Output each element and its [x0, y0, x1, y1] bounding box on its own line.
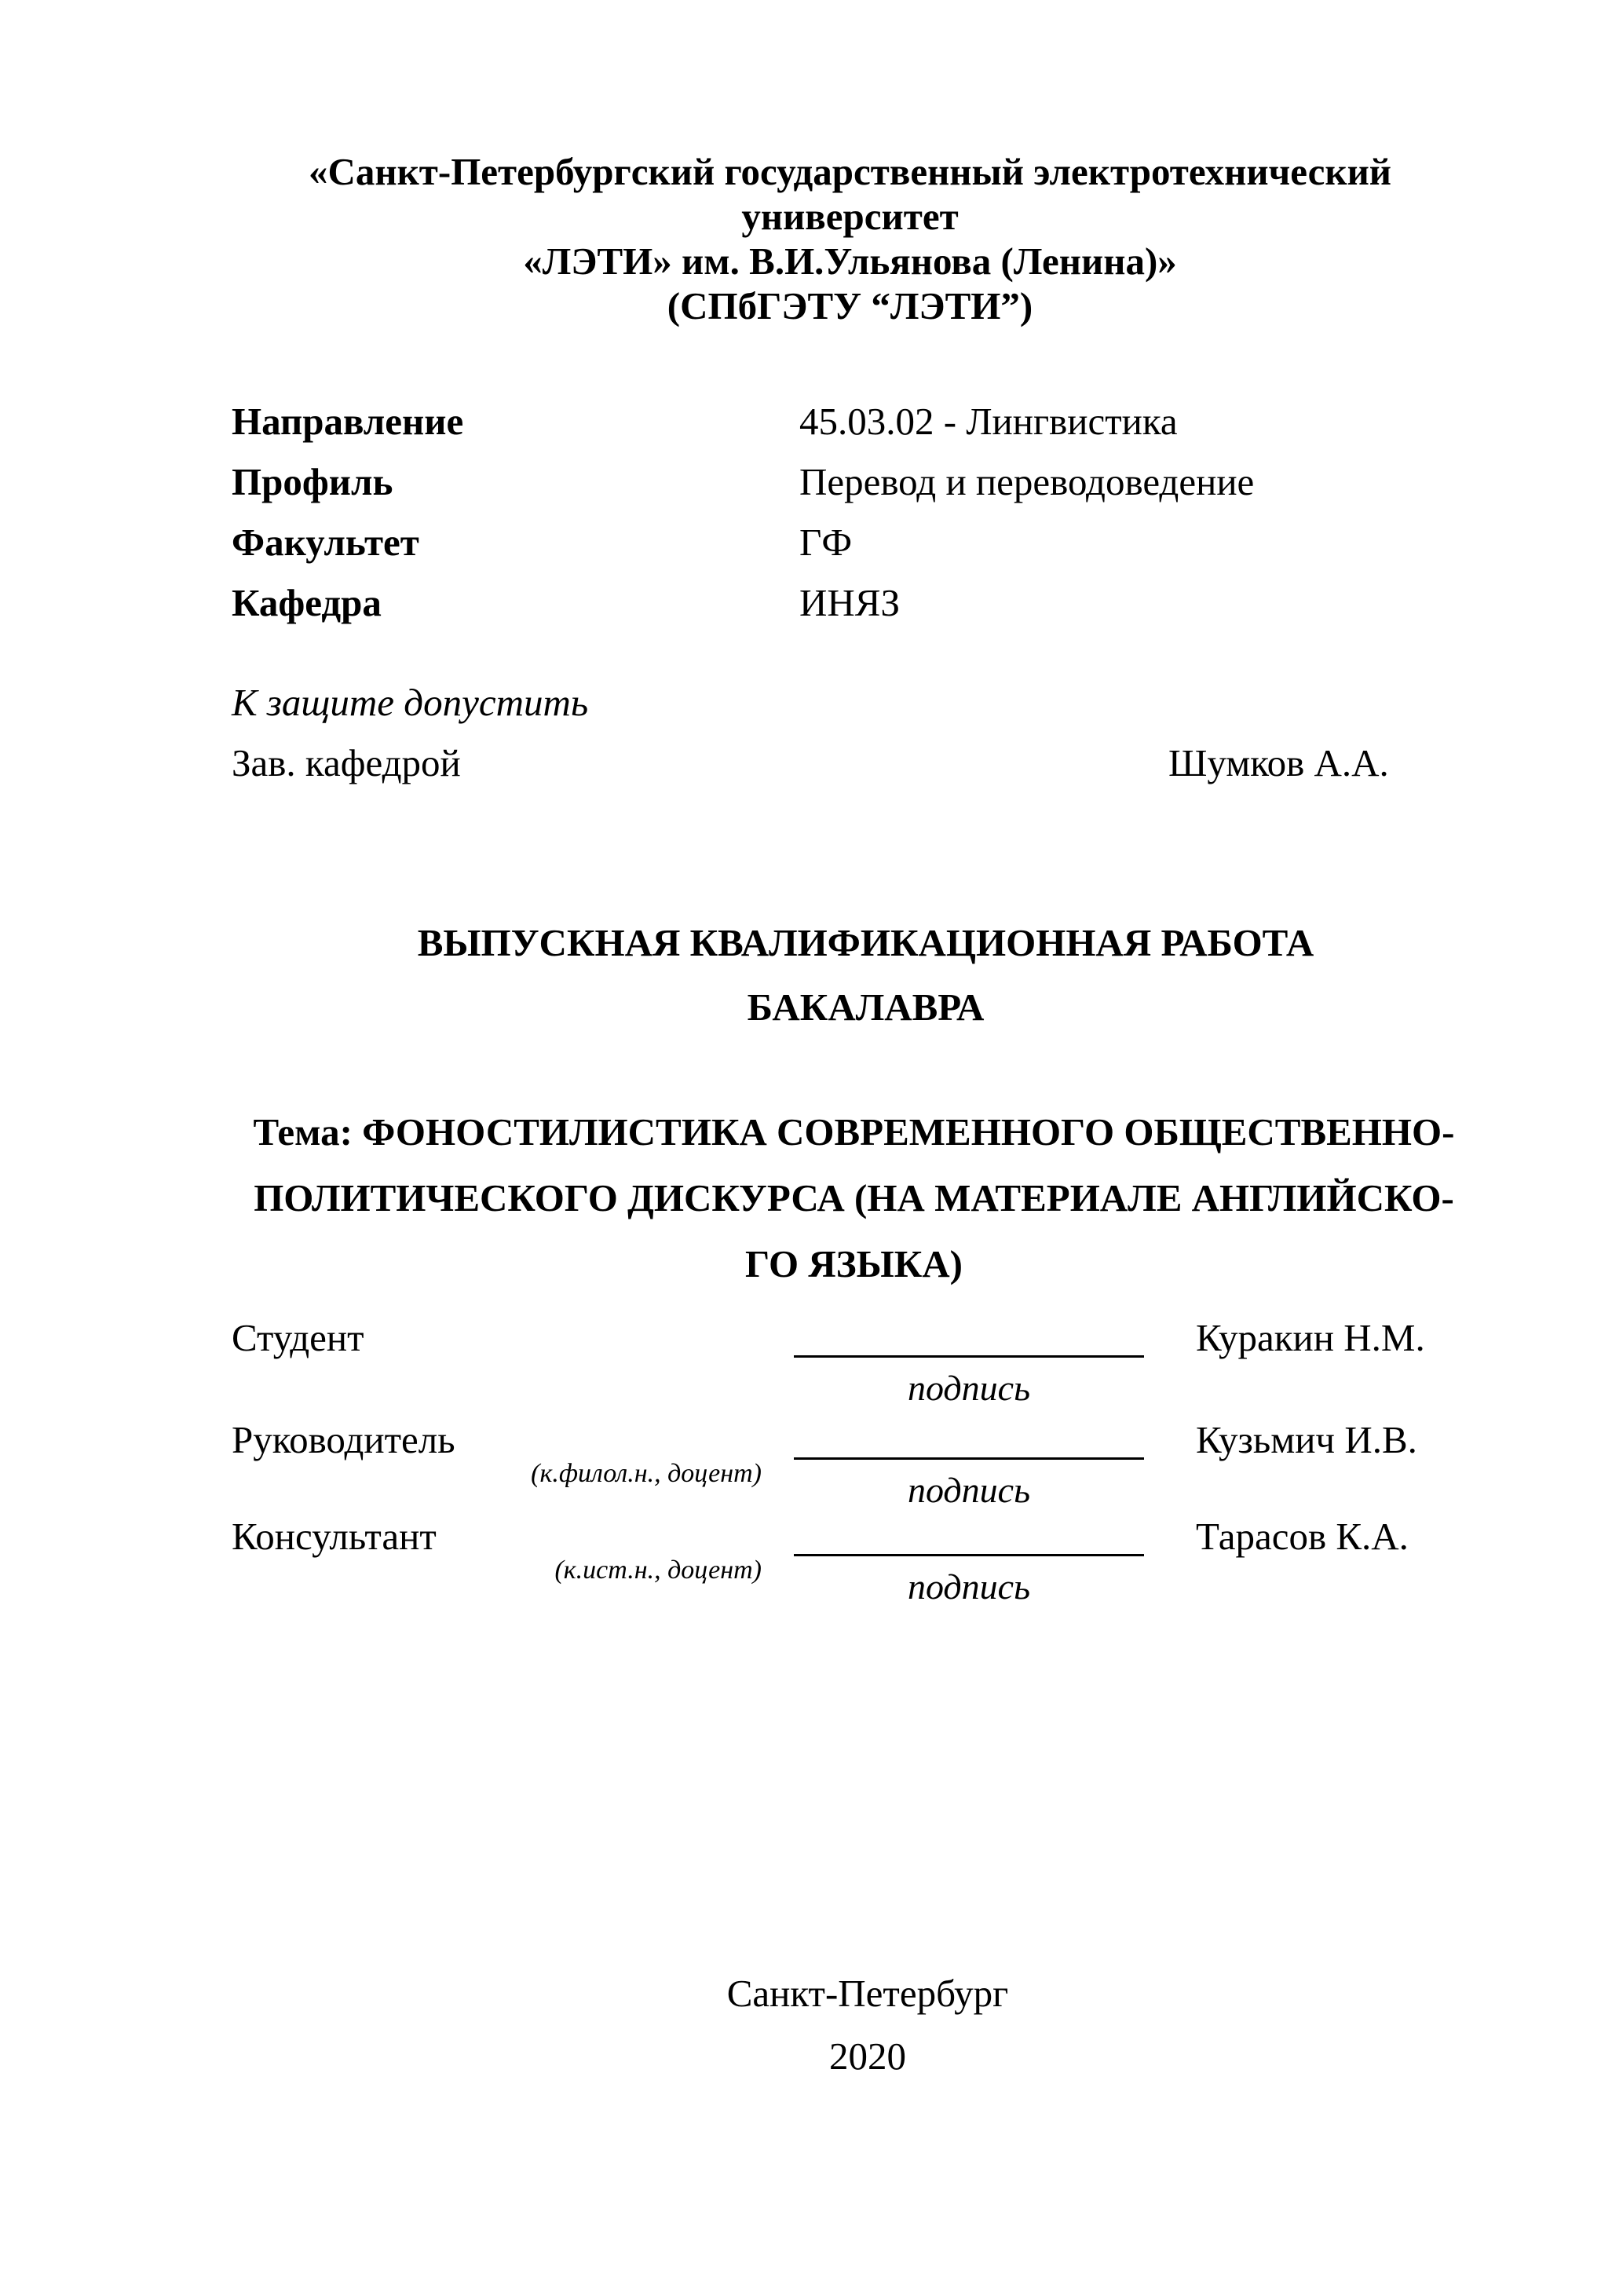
department-head-position: Зав. кафедрой — [232, 741, 461, 784]
department-head-name: Шумков А.А. — [1168, 741, 1389, 784]
admission-permit-line: К защите допустить — [232, 681, 589, 724]
field-value-profile: Перевод и переводоведение — [799, 460, 1255, 503]
field-value-department: ИНЯЗ — [799, 581, 901, 624]
signer-name-consultant: Тарасов К.А. — [1196, 1515, 1409, 1558]
field-value-direction: 45.03.02 - Лингвистика — [799, 400, 1178, 443]
signer-name-student: Куракин Н.М. — [1196, 1316, 1425, 1359]
header-line-2: университет — [741, 195, 959, 238]
field-label-direction: Направление — [232, 400, 464, 443]
field-label-department: Кафедра — [232, 581, 382, 624]
signature-row-supervisor — [232, 1418, 1468, 1515]
footer-city: Санкт-Петербург — [726, 1972, 1009, 2015]
signature-caption: подпись — [907, 1368, 1030, 1408]
theme-line-3: ГО ЯЗЫКА) — [745, 1242, 963, 1285]
program-fields — [232, 391, 1468, 633]
signature-row-student — [232, 1316, 1468, 1418]
theme-line-1: Тема: ФОНОСТИЛИСТИКА СОВРЕМЕННОГО ОБЩЕСТВЕННО- — [253, 1110, 1455, 1153]
signature-row-consultant — [232, 1515, 1468, 1611]
university-header — [232, 149, 1468, 328]
header-line-4: (СПбГЭТУ “ЛЭТИ”) — [667, 284, 1033, 327]
signature-line — [794, 1316, 1144, 1358]
qualification-label-supervisor: (к.филол.н., доцент) — [531, 1459, 762, 1488]
theme-line-2: ПОЛИТИЧЕСКОГО ДИСКУРСА (НА МАТЕРИАЛЕ АНГЛИЙСКО- — [254, 1176, 1454, 1219]
signature-line — [794, 1418, 1144, 1460]
role-label-consultant: Консультант — [232, 1515, 437, 1558]
thesis-theme — [232, 1099, 1468, 1297]
page-footer — [232, 1962, 1468, 2088]
field-row-profile — [232, 452, 1468, 512]
field-row-department — [232, 572, 1468, 633]
work-title-line-2: БАКАЛАВРА — [747, 985, 985, 1029]
signature-block — [232, 1316, 1468, 1611]
role-label-supervisor: Руководитель — [232, 1418, 455, 1461]
footer-year: 2020 — [829, 2035, 906, 2078]
field-row-direction — [232, 391, 1468, 452]
header-line-1: «Санкт-Петербургский государственный электротехнический — [308, 150, 1392, 193]
header-line-3: «ЛЭТИ» им. В.И.Ульянова (Ленина)» — [523, 239, 1177, 283]
field-value-faculty: ГФ — [799, 521, 853, 564]
field-row-faculty — [232, 512, 1468, 572]
qualification-label-consultant: (к.ист.н., доцент) — [554, 1556, 762, 1585]
signature-line — [794, 1515, 1144, 1556]
signature-caption: подпись — [907, 1470, 1030, 1510]
field-label-profile: Профиль — [232, 460, 393, 503]
work-title-line-1: ВЫПУСКНАЯ КВАЛИФИКАЦИОННАЯ РАБОТА — [417, 921, 1314, 964]
signature-caption: подпись — [907, 1567, 1030, 1607]
field-label-faculty: Факультет — [232, 521, 419, 564]
work-title — [232, 911, 1468, 1040]
role-label-student: Студент — [232, 1316, 364, 1359]
admission-row — [232, 733, 1468, 793]
signer-name-supervisor: Кузьмич И.В. — [1196, 1418, 1417, 1461]
